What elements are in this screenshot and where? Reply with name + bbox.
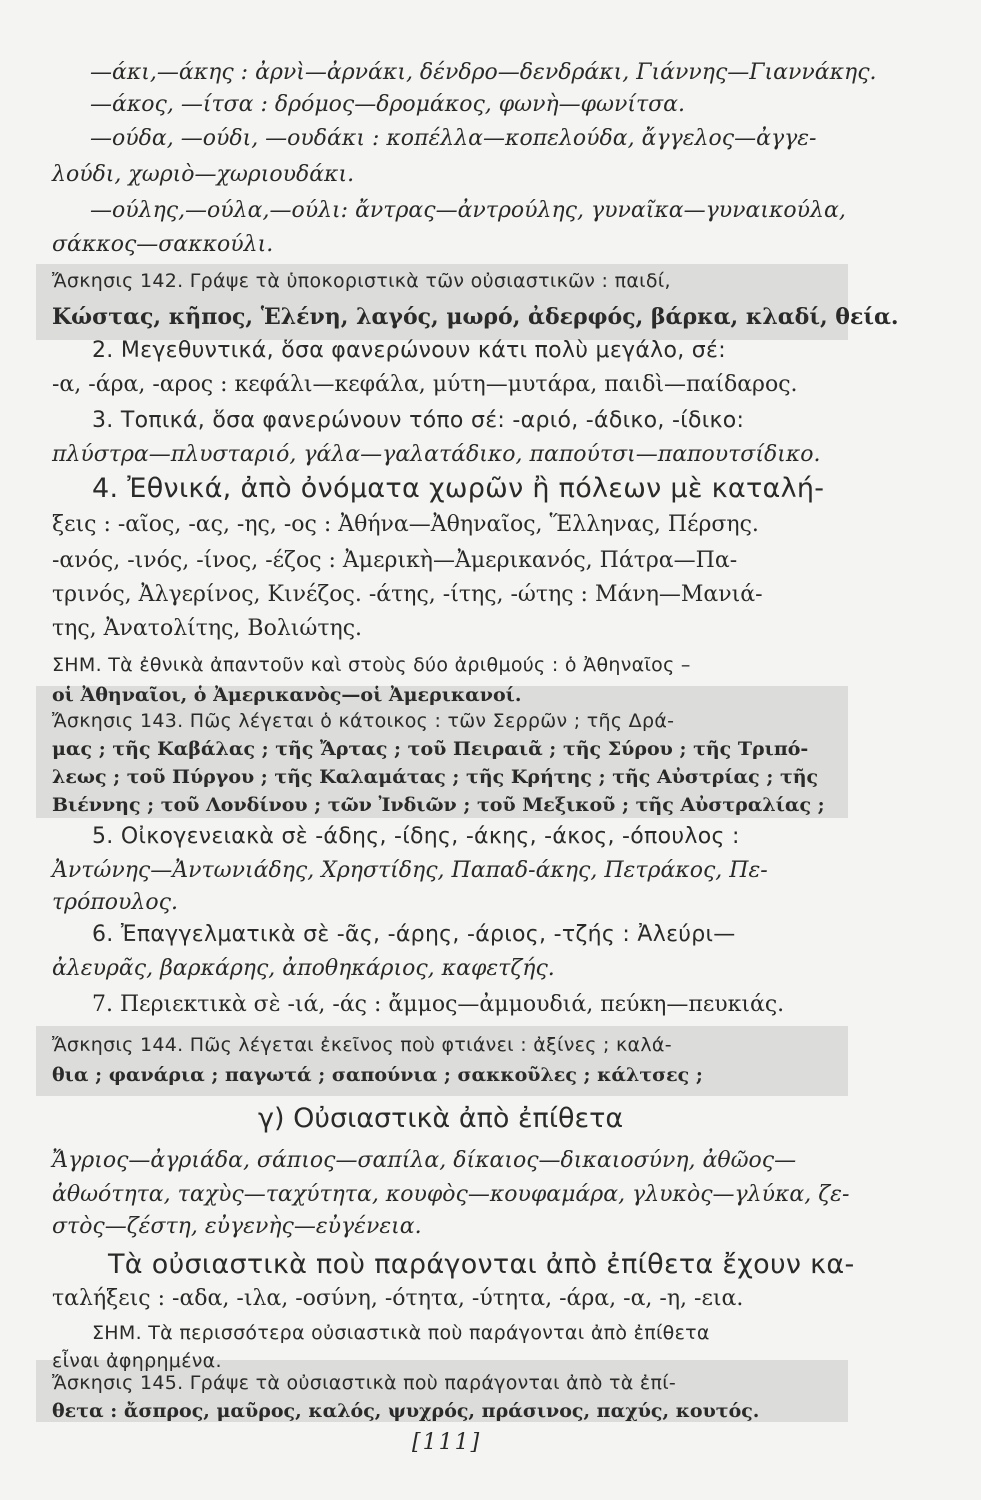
section-gamma-heading: γ) Οὐσιαστικὰ ἀπὸ ἐπίθετα (258, 1103, 624, 1134)
section-4-heading: 4. Ἐθνικά, ἀπὸ ὀνόματα χωρῶν ἢ πόλεων μὲ καταλή- (92, 473, 825, 504)
note-ethnic-cont: οἱ Ἀθηναῖοι, ὁ Ἀμερικανὸς—οἱ Ἀμερικανοί. (52, 684, 522, 706)
text-line: —άκι,—άκης : ἀρνὶ—ἀρνάκι, δένδρο—δενδράκι, Γιάννης—Γιαννάκης. (90, 60, 877, 85)
exercise-144-title: Ἄσκησις 144. Πῶς λέγεται ἐκεῖνος ποὺ φτιάνει : ἀξίνες ; καλά- (52, 1034, 672, 1056)
text-line: —ούλης,—ούλα,—ούλι: ἄντρας—ἀντρούλης, γυναῖκα—γυναικούλα, (90, 198, 846, 223)
text-line: Ἄγριος—ἀγριάδα, σάπιος—σαπίλα, δίκαιος—δικαιοσύνη, ἀθῶος— (52, 1148, 797, 1173)
exercise-143-line: μας ; τῆς Καβάλας ; τῆς Ἄρτας ; τοῦ Πειραιᾶ ; τῆς Σύρου ; τῆς Τριπό- (52, 738, 809, 760)
text-line: τρόπουλος. (52, 890, 178, 915)
page-number: [111] (412, 1430, 482, 1455)
exercise-144-words: θια ; φανάρια ; παγωτά ; σαπούνια ; σακκοῦλες ; κάλτσες ; (52, 1064, 703, 1086)
text-line: ἀλευρᾶς, βαρκάρης, ἀποθηκάριος, καφετζής. (52, 956, 555, 981)
section-2-heading: 2. Μεγεθυντικά, ὅσα φανερώνουν κάτι πολὺ μεγάλο, σέ: (92, 338, 726, 363)
section-7-heading: 7. Περιεκτικὰ σὲ -ιά, -άς : ἄμμος—ἀμμουδιά, πεύκη—πευκιάς. (92, 992, 785, 1017)
rule-heading: Τὰ οὐσιαστικὰ ποὺ παράγονται ἀπὸ ἐπίθετα ἔχουν κα- (108, 1249, 855, 1280)
text-line: ἀθωότητα, ταχὺς—ταχύτητα, κουφὸς—κουφαμάρα, γλυκὸς—γλύκα, ζε- (52, 1182, 850, 1207)
text-line: στὸς—ζέστη, εὐγενὴς—εὐγένεια. (52, 1214, 422, 1239)
text-line: Ἀντώνης—Ἀντωνιάδης, Χρηστίδης, Παπαδ-άκης, Πετράκος, Πε- (52, 858, 768, 883)
section-5-heading: 5. Οἰκογενειακὰ σὲ -άδης, -ίδης, -άκης, -άκος, -όπουλος : (92, 824, 740, 849)
note-abstract-cont: εἶναι ἀφηρημένα. (52, 1350, 222, 1372)
text-line: της, Ἀνατολίτης, Βολιώτης. (52, 616, 363, 641)
exercise-145-title: Ἄσκησις 145. Γράψε τὰ οὐσιαστικὰ ποὺ παράγονται ἀπὸ τὰ ἐπί- (52, 1372, 677, 1394)
text-line: -ανός, -ινός, -ίνος, -έζος : Ἀμερικὴ—Ἀμερικανός, Πάτρα—Πα- (52, 548, 738, 573)
text-line: τρινός, Ἀλγερίνος, Κινέζος. -άτης, -ίτης, -ώτης : Μάνη—Μανιά- (52, 582, 763, 607)
note-abstract: ΣΗΜ. Τὰ περισσότερα οὐσιαστικὰ ποὺ παράγονται ἀπὸ ἐπίθετα (92, 1322, 710, 1344)
text-line: ξεις : -αῖος, -ας, -ης, -ος : Ἀθήνα—Ἀθηναῖος, Ἕλληνας, Πέρσης. (52, 512, 759, 537)
exercise-142-words: Κώστας, κῆπος, Ἑλένη, λαγός, μωρό, ἀδερφός, βάρκα, κλαδί, θεία. (52, 304, 899, 330)
text-line: ταλήξεις : -αδα, -ιλα, -οσύνη, -ότητα, -ύτητα, -άρα, -α, -η, -εια. (52, 1286, 744, 1311)
section-3-heading: 3. Τοπικά, ὅσα φανερώνουν τόπο σέ: -αριό, -άδικο, -ίδικο: (92, 408, 745, 433)
section-6-heading: 6. Ἐπαγγελματικὰ σὲ -ᾶς, -άρης, -άριος, -τζής : Ἀλεύρι— (92, 922, 736, 947)
text-line: -α, -άρα, -αρος : κεφάλι—κεφάλα, μύτη—μυτάρα, παιδὶ—παίδαρος. (52, 372, 798, 397)
text-line: πλύστρα—πλυσταριό, γάλα—γαλατάδικο, παπούτσι—παπουτσίδικο. (52, 442, 821, 467)
exercise-145-words: θετα : ἄσπρος, μαῦρος, καλός, ψυχρός, πράσινος, παχύς, κουτός. (52, 1400, 760, 1422)
exercise-143-title: Ἄσκησις 143. Πῶς λέγεται ὁ κάτοικος : τῶν Σερρῶν ; τῆς Δρά- (52, 710, 675, 732)
exercise-143-line: λεως ; τοῦ Πύργου ; τῆς Καλαμάτας ; τῆς Κρήτης ; τῆς Αὐστρίας ; τῆς (52, 766, 819, 788)
text-line: —ούδα, —ούδι, —ουδάκι : κοπέλλα—κοπελούδα, ἄγγελος—ἀγγε- (90, 126, 817, 151)
exercise-142-title: Ἄσκησις 142. Γράψε τὰ ὑποκοριστικὰ τῶν οὐσιαστικῶν : παιδί, (52, 270, 671, 292)
text-line: λούδι, χωριὸ—χωριουδάκι. (52, 162, 355, 187)
note-ethnic: ΣΗΜ. Τὰ ἐθνικὰ ἀπαντοῦν καὶ στοὺς δύο ἀριθμούς : ὁ Ἀθηναῖος – (52, 654, 691, 676)
text-line: —άκος, —ίτσα : δρόμος—δρομάκος, φωνὴ—φωνίτσα. (90, 92, 686, 117)
exercise-143-line: Βιέννης ; τοῦ Λονδίνου ; τῶν Ἰνδιῶν ; τοῦ Μεξικοῦ ; τῆς Αὐστραλίας ; (52, 794, 825, 816)
text-line: σάκκος—σακκούλι. (52, 232, 274, 257)
